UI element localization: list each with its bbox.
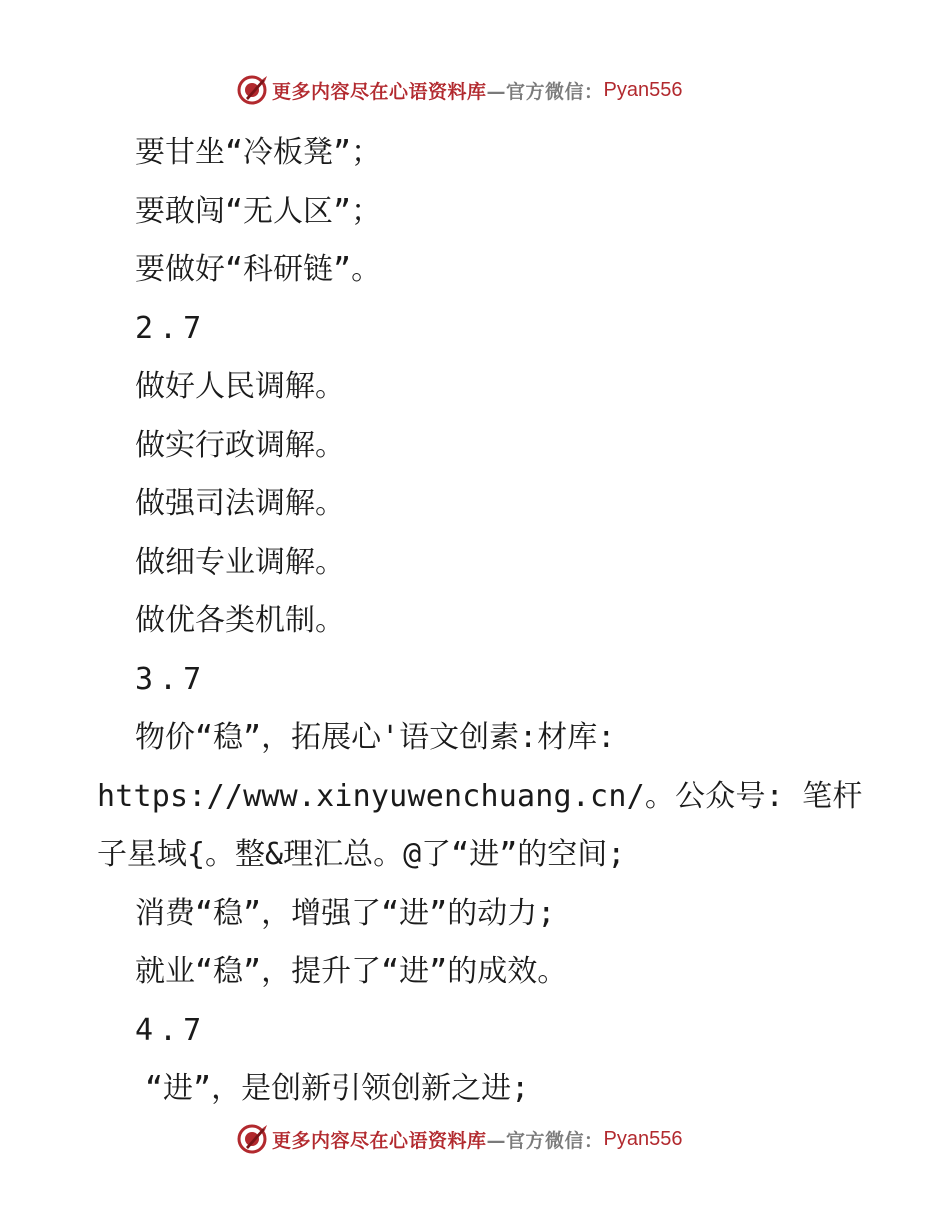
banner-account: Pyan556 — [603, 1127, 683, 1150]
text-line: 子星域{。整&理汇总。@了“进”的空间; — [97, 837, 626, 872]
text-line-url: https://www.xinyuwenchuang.cn/。公众号: 笔杆 — [97, 778, 863, 814]
banner-main-text: 更多内容尽在心语资料库 — [272, 80, 487, 103]
section-number: 3.7 — [135, 661, 208, 697]
quill-seal-icon — [236, 1123, 268, 1155]
text-line: 要甘坐“冷板凳”； — [135, 135, 382, 170]
text-line: 做强司法调解。 — [135, 486, 345, 521]
document-body — [97, 124, 867, 1119]
text-line: 消费“稳”，增强了“进”的动力; — [135, 895, 556, 931]
banner-account: Pyan556 — [603, 78, 683, 101]
text-line: 做好人民调解。 — [135, 369, 345, 404]
header-banner — [236, 72, 683, 108]
text-line: 就业“稳”，提升了“进”的成效。 — [135, 954, 568, 989]
text-line: 做优各类机制。 — [135, 603, 345, 638]
footer-banner — [236, 1121, 683, 1157]
section-number: 4.7 — [135, 1012, 208, 1048]
text-line: 物价“稳”，拓展心'语文创素:材库: — [135, 720, 616, 755]
section-number: 2.7 — [135, 310, 208, 346]
banner-main-text: 更多内容尽在心语资料库 — [272, 1129, 487, 1152]
text-line: 要做好“科研链”。 — [135, 252, 382, 287]
text-line: 做细专业调解。 — [135, 544, 345, 580]
text-line: 做实行政调解。 — [135, 427, 345, 463]
text-line: “进”，是创新引领创新之进; — [145, 1071, 530, 1106]
text-line: 要敢闯“无人区”； — [135, 193, 382, 229]
banner-sub-text: —官方微信： — [486, 80, 604, 103]
quill-seal-icon — [236, 74, 268, 106]
banner-sub-text: —官方微信： — [486, 1129, 604, 1152]
